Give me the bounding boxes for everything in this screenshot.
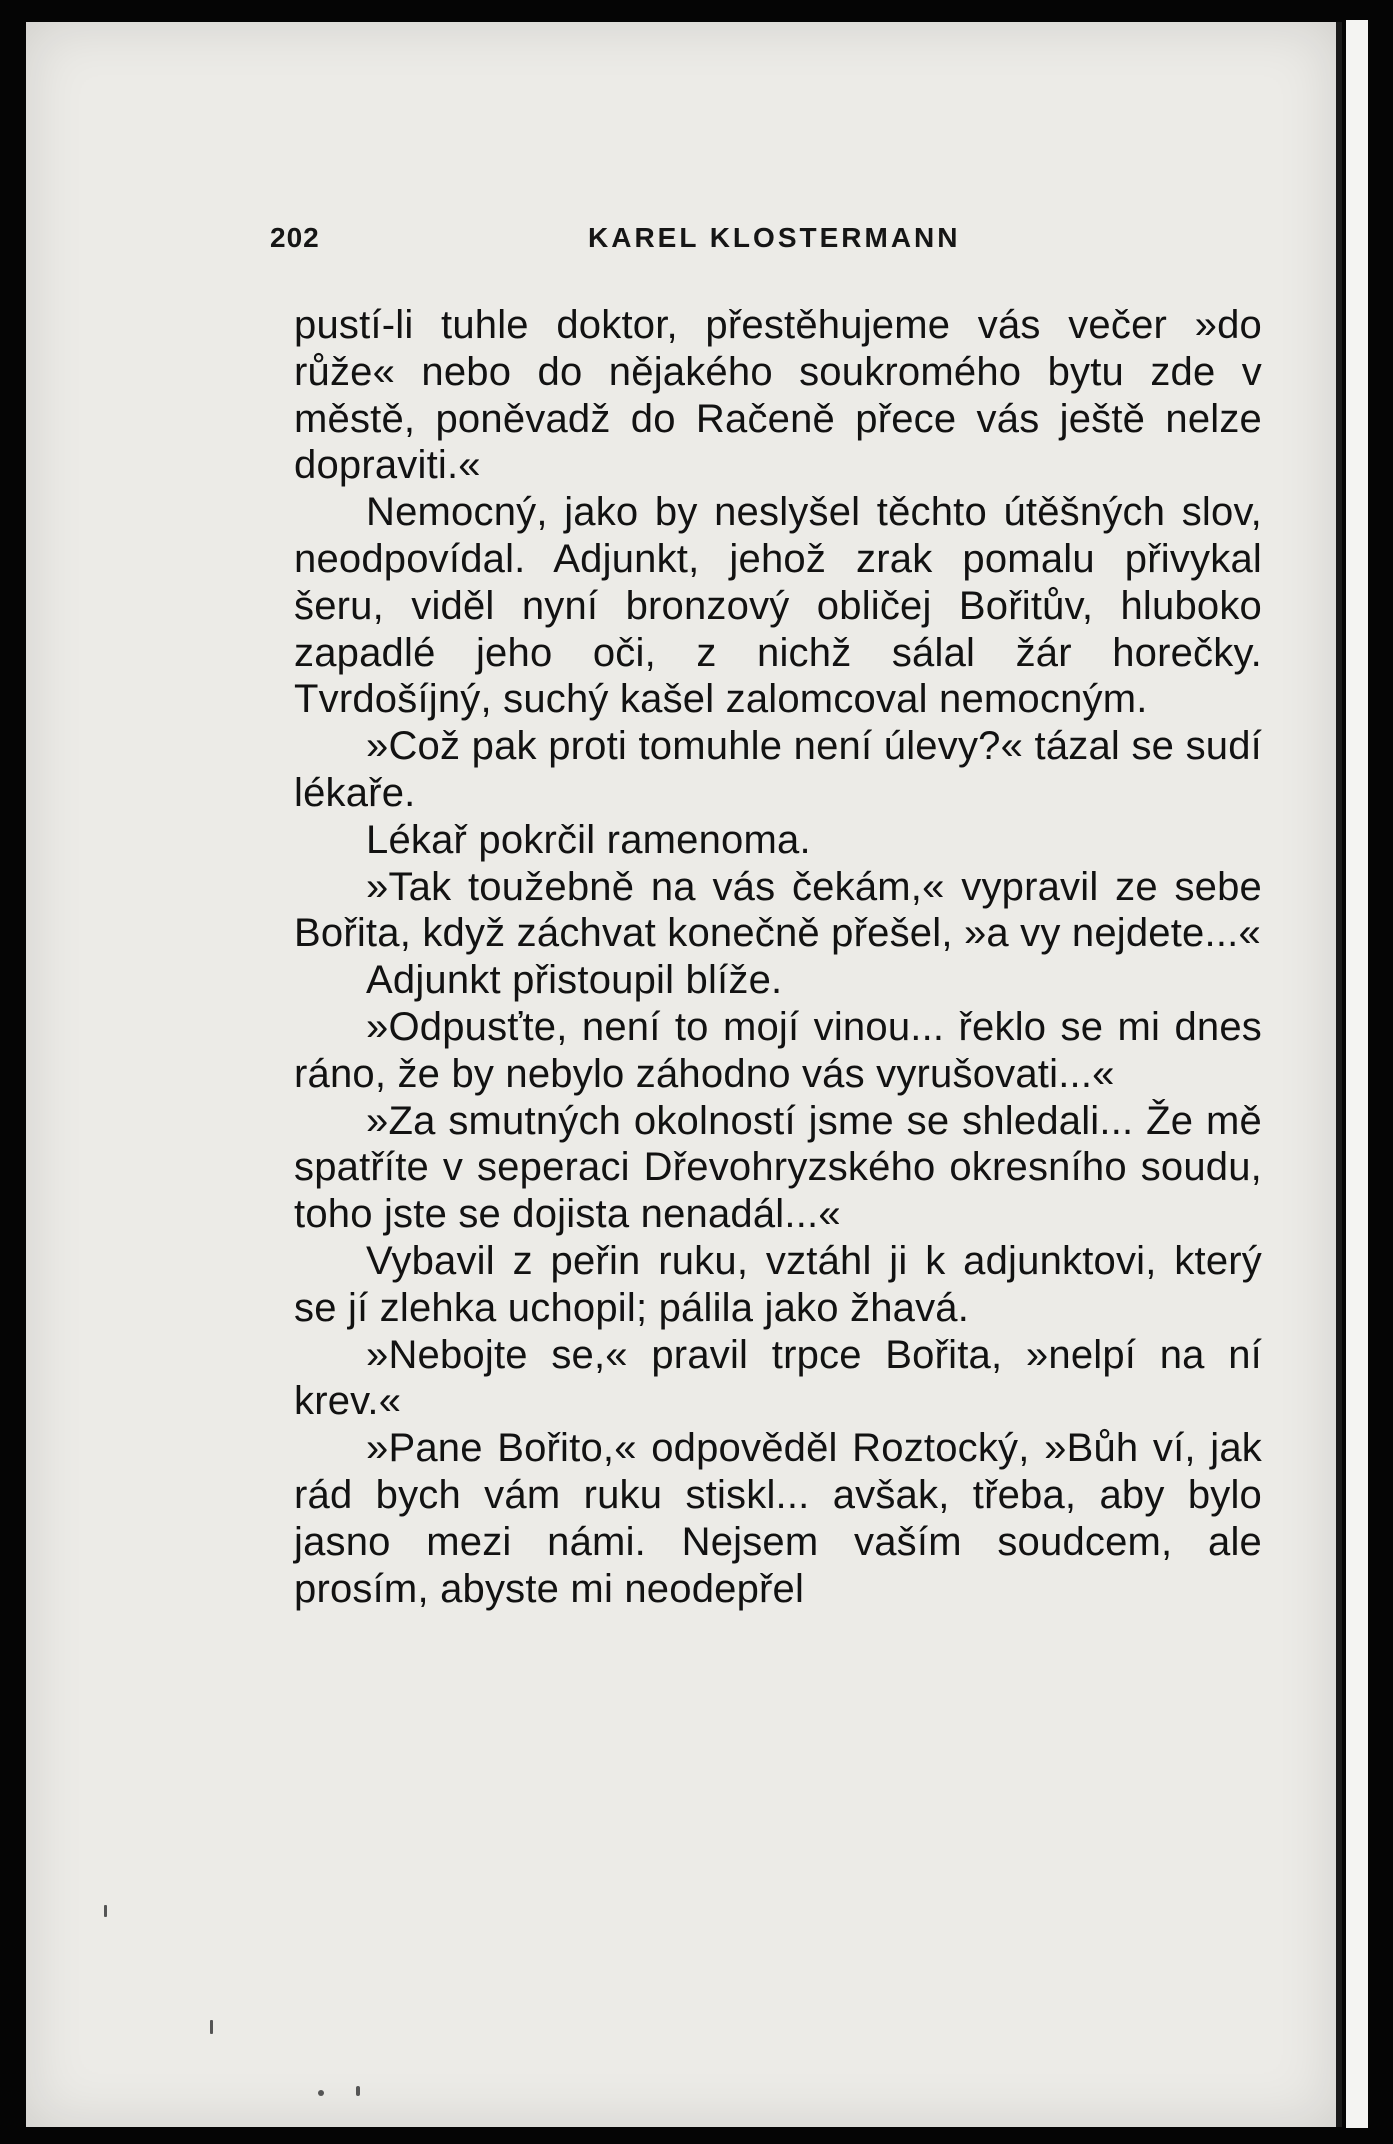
paragraph: »Za smutných okolností jsme se shledali... Že mě spatříte v seperaci Dřevohryzského okresního soudu, toho jste se dojista nenadál...« bbox=[294, 1098, 1262, 1237]
scan-speck bbox=[104, 1905, 107, 1917]
paragraph: pustí-li tuhle doktor, přestěhujeme vás večer »do růže« nebo do nějakého soukromého bytu zde v městě, poněvadž do Račeně přece vás ještě nelze dopraviti.« bbox=[294, 303, 1262, 488]
page-header bbox=[270, 222, 1270, 262]
paragraph: »Odpusťte, není to mojí vinou... řeklo se mi dnes ráno, že by nebylo záhodno vás vyrušovati...« bbox=[294, 1004, 1262, 1096]
scan-speck bbox=[210, 2020, 213, 2034]
scan-speck bbox=[356, 2086, 360, 2096]
adjacent-page-edge bbox=[1346, 20, 1368, 2128]
paragraph: »Nebojte se,« pravil trpce Bořita, »nelpí na ní krev.« bbox=[294, 1332, 1262, 1424]
paragraph: Adjunkt přistoupil blíže. bbox=[366, 958, 783, 1003]
paragraph: »Pane Bořito,« odpověděl Roztocký, »Bůh ví, jak rád bych vám ruku stiskl... avšak, třeba, aby bylo jasno mezi námi. Nejsem vaším soudcem, ale prosím, abyste mi neodepřel bbox=[294, 1426, 1262, 1611]
paragraph: »Tak toužebně na vás čekám,« vypravil ze sebe Bořita, když záchvat konečně přešel, »a vy nejdete...« bbox=[294, 864, 1262, 956]
scan-speck bbox=[318, 2090, 324, 2096]
paragraph: Vybavil z peřin ruku, vztáhl ji k adjunktovi, který se jí zlehka uchopil; pálila jako žhavá. bbox=[294, 1238, 1262, 1330]
page-number: 202 bbox=[270, 222, 320, 253]
paragraph: »Což pak proti tomuhle není úlevy?« tázal se sudí lékaře. bbox=[294, 724, 1262, 815]
paragraph: Lékař pokrčil ramenoma. bbox=[366, 817, 811, 862]
paragraph: Nemocný, jako by neslyšel těchto útěšných slov, neodpovídal. Adjunkt, jehož zrak pomalu přivykal šeru, viděl nyní bronzový obličej Bořitův, hluboko zapadlé jeho oči, z nichž sálal žár horečky. Tvrdošíjný, suchý kašel zalomcoval nemocným. bbox=[294, 490, 1262, 722]
running-head: KAREL KLOSTERMANN bbox=[588, 222, 961, 253]
body-text bbox=[294, 302, 1262, 1612]
